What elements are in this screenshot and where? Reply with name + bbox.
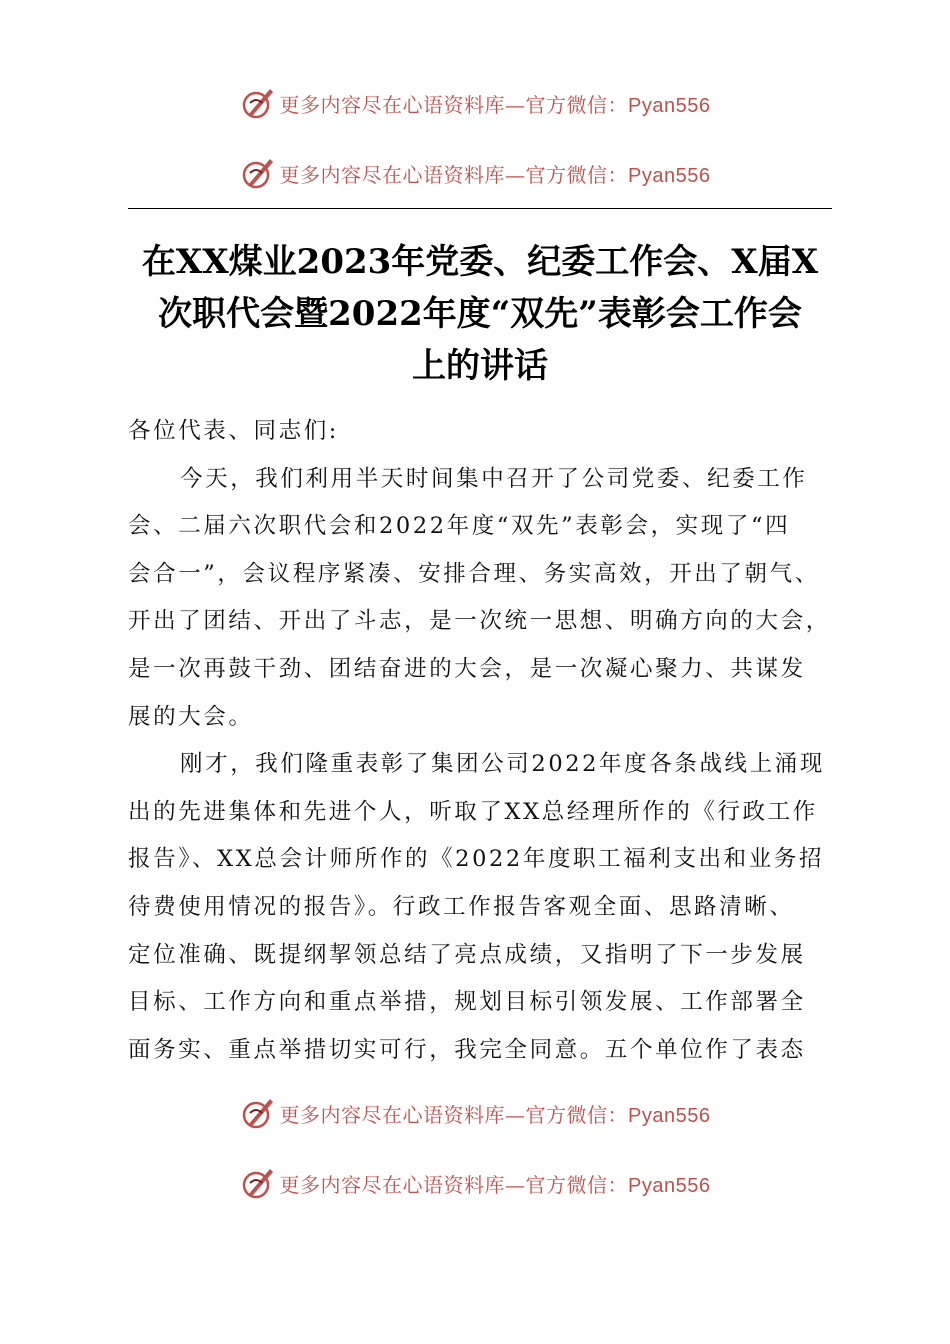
watermark-text: 更多内容尽在心语资料库—官方微信：Pyan556 bbox=[279, 92, 711, 117]
wechat-id: Pyan556 bbox=[628, 164, 711, 187]
quill-pen-logo-icon bbox=[240, 1165, 276, 1201]
watermark-text: 更多内容尽在心语资料库—官方微信：Pyan556 bbox=[279, 1172, 711, 1197]
paragraph-line: 定位准确、既提纲挈领总结了亮点成绩，又指明了下一步发展 bbox=[128, 941, 806, 968]
title-line: 次职代会暨2022年度“双先”表彰会工作会 bbox=[158, 294, 802, 334]
wechat-id: Pyan556 bbox=[628, 1104, 711, 1127]
watermark-banner-top-1 bbox=[0, 83, 950, 123]
watermark-text: 更多内容尽在心语资料库—官方微信：Pyan556 bbox=[279, 1102, 711, 1127]
paragraph-line: 会、二届六次职代会和2022年度“双先”表彰会，实现了“四 bbox=[128, 513, 791, 540]
quill-pen-logo-icon bbox=[240, 155, 276, 191]
paragraph-line: 面务实、重点举措切实可行，我完全同意。五个单位作了表态 bbox=[128, 1036, 806, 1063]
salutation: 各位代表、同志们: bbox=[128, 418, 339, 444]
paragraph-line: 刚才，我们隆重表彰了集团公司2022年度各条战线上涌现 bbox=[180, 751, 825, 778]
paragraph-line: 报告》、XX总会计师所作的《2022年度职工福利支出和业务招 bbox=[128, 846, 825, 873]
quill-pen-logo-icon bbox=[240, 1095, 276, 1131]
watermark-text: 更多内容尽在心语资料库—官方微信：Pyan556 bbox=[279, 162, 711, 187]
watermark-banner-bottom-2 bbox=[0, 1163, 950, 1203]
title-line: 在XX煤业2023年党委、纪委工作会、X届X bbox=[141, 242, 819, 282]
paragraph-line: 会合一”，会议程序紧凑、安排合理、务实高效，开出了朝气、 bbox=[128, 560, 820, 587]
wechat-id: Pyan556 bbox=[628, 1174, 711, 1197]
paragraph-line: 目标、工作方向和重点举措，规划目标引领发展、工作部署全 bbox=[128, 989, 806, 1016]
title-line: 上的讲话 bbox=[412, 346, 548, 386]
document-title bbox=[118, 236, 842, 392]
quill-pen-logo-icon bbox=[240, 85, 276, 121]
header-divider bbox=[128, 208, 832, 209]
document-body bbox=[128, 408, 832, 1074]
watermark-banner-top-2 bbox=[0, 153, 950, 193]
paragraph-line: 出的先进集体和先进个人，听取了XX总经理所作的《行政工作 bbox=[128, 798, 818, 825]
paragraph-line: 开出了团结、开出了斗志，是一次统一思想、明确方向的大会， bbox=[128, 608, 831, 635]
watermark-banner-bottom-1 bbox=[0, 1093, 950, 1133]
paragraph-line: 待费使用情况的报告》。行政工作报告客观全面、思路清晰、 bbox=[128, 893, 795, 920]
paragraph-line: 是一次再鼓干劲、团结奋进的大会，是一次凝心聚力、共谋发 bbox=[128, 655, 806, 682]
wechat-id: Pyan556 bbox=[628, 94, 711, 117]
paragraph-line: 展的大会。 bbox=[128, 703, 254, 730]
paragraph-line: 今天，我们利用半天时间集中召开了公司党委、纪委工作 bbox=[180, 465, 808, 492]
